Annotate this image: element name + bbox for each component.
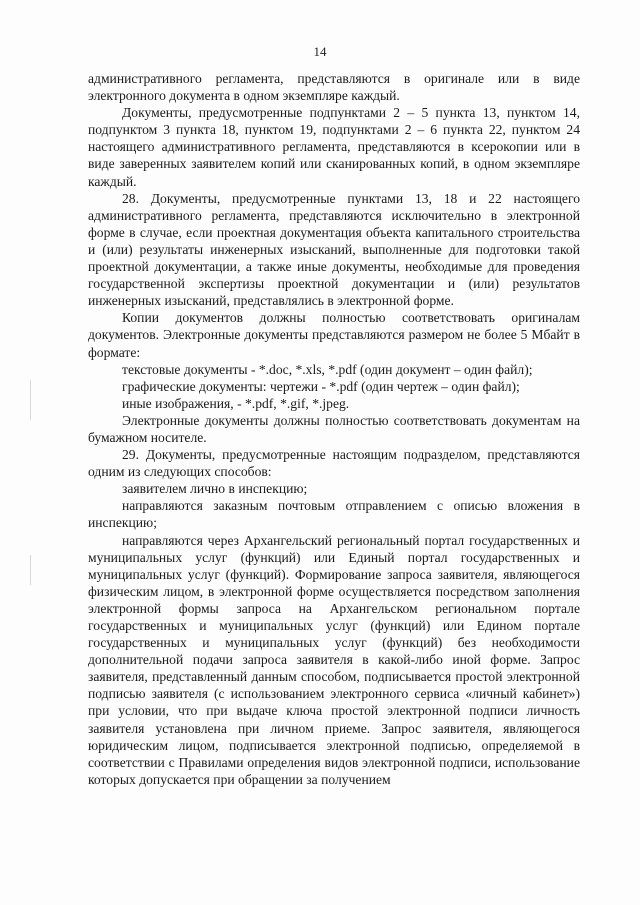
method-list-item: направляются через Архангельский региональный портал государственных и муниципальных услуг (функций) или Единый портал государственных и муниципальных услуг (функций). Формирование запроса заявителя, являющегося физическим лицом, в электронной форме осуществляется посредством заполнения электронной формы запроса на Архангельском региональном портале государственных и муниципальных услуг (функций) или Едином портале государственных и муниципальных услуг (функций) без необходимости дополнительной подачи запроса заявителя в какой-либо иной форме. Запрос заявителя, представленный данным способом, подписывается простой электронной подписью заявителя (с использованием электронного сервиса «личный кабинет») при условии, что при выдаче ключа простой электронной подписи личность заявителя установлена при личном приеме. Запрос заявителя, являющегося юридическим лицом, подписывается электронной подписью, определяемой в соответствии с Правилами определения видов электронной подписи, использование которых допускается при обращении за получением [88, 532, 580, 787]
paragraph-section-29: 29. Документы, предусмотренные настоящим подразделом, представляются одним из следующих способов: [88, 447, 580, 480]
paragraph: Документы, предусмотренные подпунктами 2 – 5 пункта 13, пунктом 14, подпунктом 3 пункта 18, пунктом 19, подпунктами 2 – 6 пункта 22, пунктом 24 настоящего административного регламента, представляются в ксерокопии или в виде заверенных заявителем копий или сканированных копий, в одном экземпляре каждый. [88, 105, 580, 189]
format-list-item: графические документы: чертежи - *.pdf (один чертеж – один файл); [122, 378, 520, 394]
paragraph: Копии документов должны полностью соответствовать оригиналам документов. Электронные документы представляются размером не более 5 Мбайт в формате: [88, 310, 580, 360]
format-list-item: иные изображения, - *.pdf, *.gif, *.jpeg. [122, 395, 350, 411]
format-list-item: текстовые документы - *.doc, *.xls, *.pdf (один документ – один файл); [122, 361, 533, 377]
page-number: 14 [313, 44, 327, 59]
scan-margin-mark [30, 555, 31, 585]
paragraph-continuation: административного регламента, представляются в оригинале или в виде электронного документа в одном экземпляре каждый. [88, 71, 580, 104]
scan-margin-mark [30, 380, 31, 420]
method-list-item: заявителем лично в инспекцию; [122, 481, 308, 497]
paragraph: Электронные документы должны полностью соответствовать документам на бумажном носителе. [88, 412, 580, 445]
document-body [88, 70, 580, 788]
paragraph-section-28: 28. Документы, предусмотренные пунктами 13, 18 и 22 настоящего административного регламента, представляются исключительно в электронной форме в случае, если проектная документация объекта капитального строительства и (или) результаты инженерных изысканий, выполненные для подготовки такой проектной документации, а также иные документы, необходимые для проведения государственной экспертизы проектной документации и (или) результатов инженерных изысканий, представлялись в электронной форме. [88, 190, 580, 309]
method-list-item: направляются заказным почтовым отправлением с описью вложения в инспекцию; [88, 498, 580, 531]
